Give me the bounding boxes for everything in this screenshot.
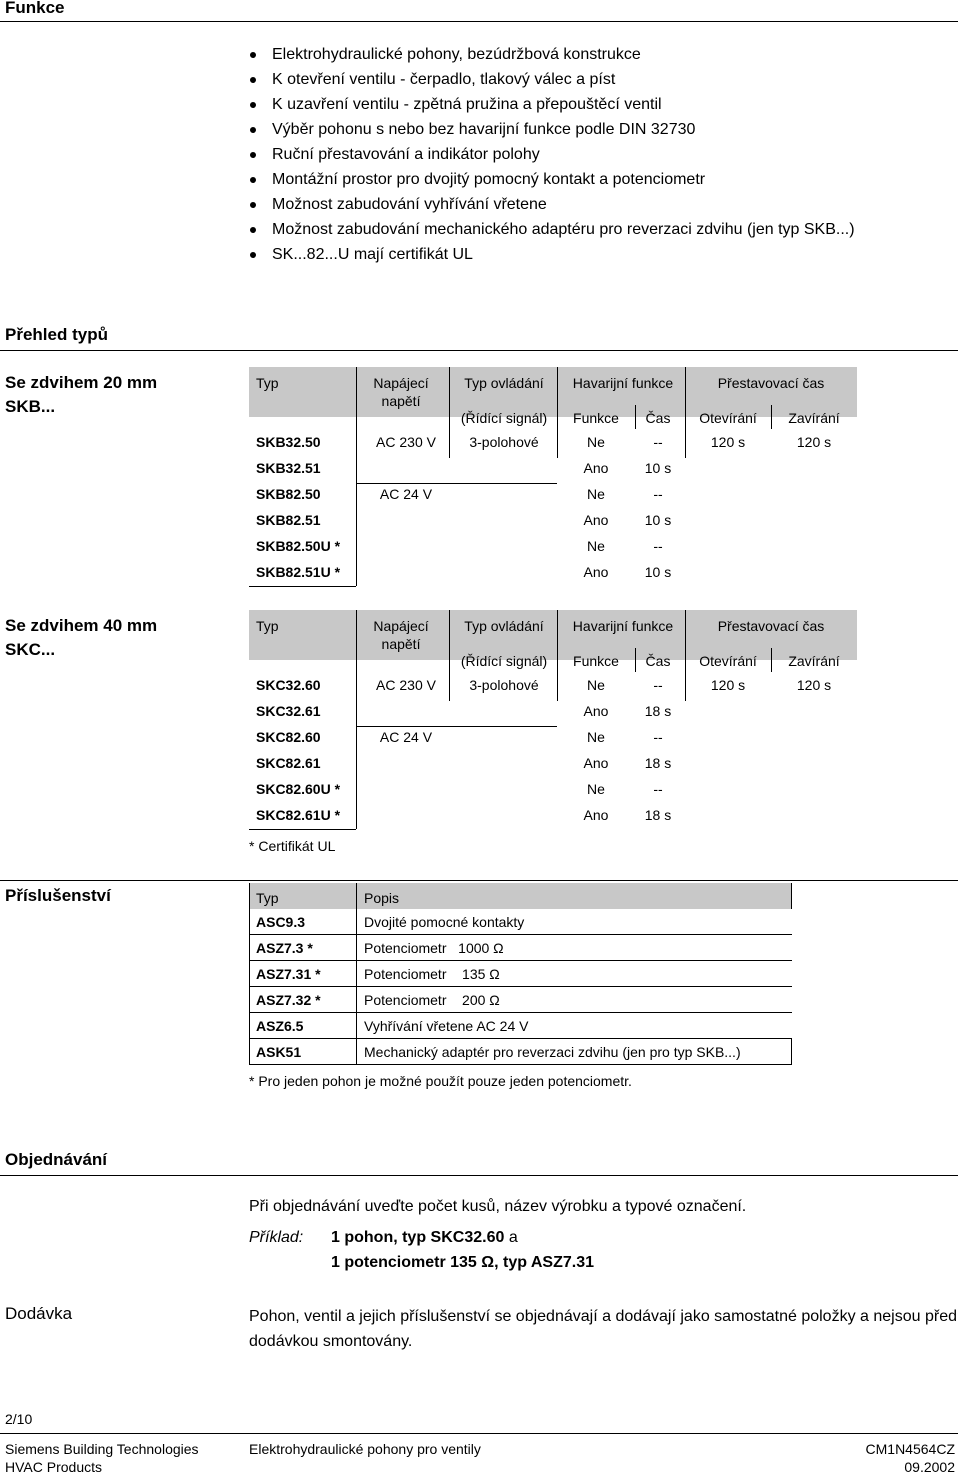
row-divider <box>357 1064 792 1065</box>
header-prestavovaci: Přestavovací čas <box>717 618 825 634</box>
table-header-bg <box>249 883 792 909</box>
cell-typ: SKB82.50 <box>256 486 321 502</box>
divider <box>0 1175 958 1176</box>
cell-typ: SKC32.60 <box>256 677 321 693</box>
cell-funkce: Ne <box>587 538 605 554</box>
feature-item: K uzavření ventilu - zpětná pružina a přepouštěcí ventil <box>250 92 855 117</box>
header-funkce: Funkce <box>573 410 619 426</box>
header-popis: Popis <box>364 890 400 906</box>
cell-funkce: Ano <box>583 512 609 528</box>
header-ovladani: Typ ovládání <box>464 618 544 634</box>
column-divider <box>356 610 357 829</box>
cell-cas: 10 s <box>644 460 672 476</box>
cell-zavirani: 120 s <box>796 434 832 450</box>
cell-typ: ASK51 <box>256 1044 302 1060</box>
cell-popis: Dvojité pomocné kontakty <box>364 914 525 930</box>
example-line1-bold: 1 pohon, typ SKC32.60 <box>331 1229 505 1246</box>
cell-ovladani: 3-polohové <box>469 434 539 450</box>
header-cas: Čas <box>645 653 671 669</box>
section-title-objednavani: Objednávání <box>5 1150 108 1169</box>
cell-napeti: AC 24 V <box>379 486 433 502</box>
cell-cas: 10 s <box>644 564 672 580</box>
feature-list <box>250 42 855 267</box>
cell-typ: ASZ7.31 * <box>256 966 321 982</box>
cell-cas: -- <box>653 781 663 797</box>
row-divider <box>249 829 356 830</box>
example-label: Příklad: <box>249 1229 304 1246</box>
row-divider <box>249 586 356 587</box>
header-napajeci: Napájecí <box>373 618 429 634</box>
skb-label <box>5 371 157 419</box>
skc-label-line1: Se zdvihem 40 mm <box>5 616 158 635</box>
cell-funkce: Ne <box>587 434 605 450</box>
footer-right <box>866 1440 955 1476</box>
cell-funkce: Ne <box>587 677 605 693</box>
header-divider <box>635 648 636 672</box>
delivery-text: Pohon, ventil a jejich příslušenství se objednávají a dodávají jako samostatné položky a nejsou před dodávkou smontovány. <box>249 1308 957 1350</box>
header-prestavovaci: Přestavovací čas <box>717 375 825 391</box>
header-otevirani: Otevírání <box>699 410 757 426</box>
feature-item: Ruční přestavování a indikátor polohy <box>250 142 855 167</box>
section-title-funkce: Funkce <box>5 0 65 17</box>
cell-typ: SKC32.61 <box>256 703 321 719</box>
cell-funkce: Ano <box>583 460 609 476</box>
footer-company <box>5 1440 199 1476</box>
doc-date: 09.2002 <box>904 1459 955 1475</box>
cell-typ: ASZ6.5 <box>256 1018 304 1034</box>
cell-zavirani: 120 s <box>796 677 832 693</box>
cell-cas: 10 s <box>644 512 672 528</box>
cell-funkce: Ano <box>583 807 609 823</box>
cell-typ: SKC82.61U * <box>256 807 341 823</box>
header-ovladani: Typ ovládání <box>464 375 544 391</box>
header-divider <box>635 405 636 429</box>
feature-item: Výběr pohonu s nebo bez havarijní funkce podle DIN 32730 <box>250 117 855 142</box>
cell-funkce: Ano <box>583 564 609 580</box>
cell-popis: Potenciometr 200 Ω <box>364 992 500 1008</box>
header-napajeci: Napájecí <box>373 375 429 391</box>
cell-popis: Potenciometr 135 Ω <box>364 966 500 982</box>
cell-cas: -- <box>653 729 663 745</box>
cell-typ: ASC9.3 <box>256 914 306 930</box>
cell-cas: -- <box>653 486 663 502</box>
order-text: Při objednávání uveďte počet kusů, název výrobku a typové označení. <box>249 1198 747 1215</box>
cell-cas: -- <box>653 538 663 554</box>
cell-popis: Potenciometr 1000 Ω <box>364 940 504 956</box>
feature-item: Montážní prostor pro dvojitý pomocný kontakt a potenciometr <box>250 167 855 192</box>
cell-funkce: Ano <box>583 703 609 719</box>
footer-divider <box>0 1433 958 1434</box>
potentiometer-note: * Pro jeden pohon je možné použít pouze jeden potenciometr. <box>249 1073 632 1089</box>
cell-typ: SKC82.61 <box>256 755 321 771</box>
feature-item: Možnost zabudování vyhřívání vřetene <box>250 192 855 217</box>
section-title-prislusenstvi: Příslušenství <box>5 886 111 905</box>
feature-item: Elektrohydraulické pohony, bezúdržbová konstrukce <box>250 42 855 67</box>
cell-typ: SKB32.50 <box>256 434 321 450</box>
header-napajeci: napětí <box>381 393 421 409</box>
page-number: 2/10 <box>5 1411 33 1427</box>
row-divider <box>249 960 356 961</box>
example-line2: 1 potenciometr 135 Ω, typ ASZ7.31 <box>331 1254 594 1271</box>
column-divider <box>791 1039 792 1065</box>
row-divider <box>249 934 356 935</box>
column-divider <box>791 883 792 909</box>
cell-typ: SKB32.51 <box>256 460 321 476</box>
skc-label-line2: SKC... <box>5 640 56 659</box>
accessories-table <box>249 883 792 1065</box>
feature-item: Možnost zabudování mechanického adaptéru pro reverzaci zdvihu (jen typ SKB...) <box>250 217 855 242</box>
row-divider <box>249 1012 356 1013</box>
cell-popis: Vyhřívání vřetene AC 24 V <box>364 1018 529 1034</box>
cell-otevirani: 120 s <box>710 434 746 450</box>
header-otevirani: Otevírání <box>699 653 757 669</box>
doc-code: CM1N4564CZ <box>865 1441 955 1457</box>
cell-funkce: Ne <box>587 781 605 797</box>
header-zavirani: Zavírání <box>788 410 840 426</box>
cell-cas: 18 s <box>644 807 672 823</box>
cell-cas: 18 s <box>644 755 672 771</box>
header-typ: Typ <box>256 890 279 906</box>
column-divider <box>356 367 357 586</box>
cell-funkce: Ne <box>587 729 605 745</box>
skb-label-line1: Se zdvihem 20 mm <box>5 373 158 392</box>
cell-typ: SKB82.51U * <box>256 564 341 580</box>
header-typ: Typ <box>256 618 279 634</box>
divider <box>0 21 958 22</box>
cell-napeti: AC 24 V <box>379 729 433 745</box>
example-line1-rest: a <box>504 1229 518 1246</box>
header-divider <box>771 405 772 429</box>
header-divider <box>771 648 772 672</box>
cell-otevirani: 120 s <box>710 677 746 693</box>
row-divider <box>357 1012 792 1013</box>
row-divider <box>357 1038 792 1039</box>
company-name: Siemens Building Technologies <box>5 1441 199 1457</box>
header-zavirani: Zavírání <box>788 653 840 669</box>
header-ridici: (Řídící signál) <box>460 410 548 426</box>
row-divider <box>357 986 792 987</box>
cell-cas: 18 s <box>644 703 672 719</box>
divider <box>0 880 958 881</box>
skc-label <box>5 614 157 662</box>
cell-cas: -- <box>653 677 663 693</box>
header-typ: Typ <box>256 375 279 391</box>
company-division: HVAC Products <box>5 1459 102 1475</box>
cell-typ: ASZ7.3 * <box>256 940 313 956</box>
cell-typ: SKB82.50U * <box>256 538 341 554</box>
type-table-skb <box>249 367 857 586</box>
feature-item: K otevření ventilu - čerpadlo, tlakový válec a píst <box>250 67 855 92</box>
cell-typ: SKC82.60 <box>256 729 321 745</box>
footer-doc-title: Elektrohydraulické pohony pro ventily <box>249 1441 481 1457</box>
cell-ovladani: 3-polohové <box>469 677 539 693</box>
section-label-dodavka: Dodávka <box>5 1304 73 1323</box>
header-funkce: Funkce <box>573 653 619 669</box>
header-napajeci: napětí <box>381 636 421 652</box>
feature-item: SK...82...U mají certifikát UL <box>250 242 855 267</box>
cell-cas: -- <box>653 434 663 450</box>
header-cas: Čas <box>645 410 671 426</box>
row-divider <box>357 960 792 961</box>
section-title-prehled: Přehled typů <box>5 325 108 344</box>
row-divider <box>249 1038 356 1039</box>
example-line1 <box>331 1229 518 1247</box>
cell-napeti: AC 230 V <box>376 677 436 693</box>
cell-popis: Mechanický adaptér pro reverzaci zdvihu (jen pro typ SKB...) <box>364 1044 741 1060</box>
cell-funkce: Ne <box>587 486 605 502</box>
header-havarijni: Havarijní funkce <box>572 375 674 391</box>
cell-typ: ASZ7.32 * <box>256 992 321 1008</box>
cell-typ: SKB82.51 <box>256 512 321 528</box>
cell-funkce: Ano <box>583 755 609 771</box>
row-divider <box>249 986 356 987</box>
cell-napeti: AC 230 V <box>376 434 436 450</box>
cell-typ: SKC82.60U * <box>256 781 341 797</box>
divider <box>0 350 958 351</box>
header-ridici: (Řídící signál) <box>460 653 548 669</box>
row-divider <box>249 1064 356 1065</box>
row-divider <box>357 934 792 935</box>
ul-note: * Certifikát UL <box>249 838 336 854</box>
type-table-skc <box>249 610 857 829</box>
skb-label-line2: SKB... <box>5 397 56 416</box>
header-havarijni: Havarijní funkce <box>572 618 674 634</box>
